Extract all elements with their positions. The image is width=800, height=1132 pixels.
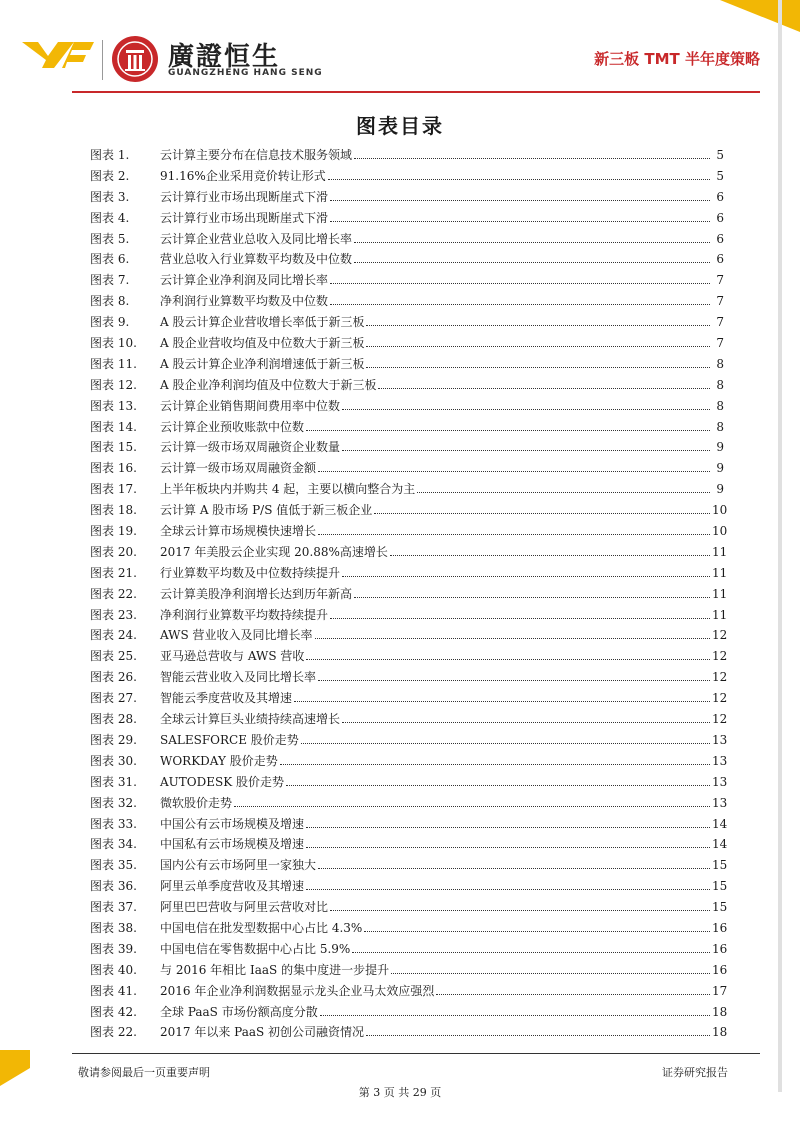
toc-entry-title: 微软股价走势 (160, 795, 233, 810)
toc-entry-page: 17 (712, 983, 728, 998)
toc-entry-number: 图表 34. (90, 837, 137, 852)
toc-entry-page: 13 (712, 795, 728, 810)
toc-entry-page: 9 (716, 461, 724, 476)
toc-entry-number: 图表 36. (90, 879, 137, 894)
toc-leader-dots (354, 597, 710, 598)
toc-entry-title: 云计算主要分布在信息技术服务领域 (160, 148, 353, 162)
toc-entry-number: 图表 20. (90, 544, 137, 559)
toc-entry-page: 10 (712, 524, 728, 539)
toc-entry[interactable] (90, 543, 728, 564)
toc-entry-title: 中国电信在零售数据中心占比 5.9% (160, 941, 351, 956)
toc-entry-title: 云计算行业市场出现断崖式下滑 (160, 189, 329, 204)
toc-entry[interactable] (90, 292, 724, 313)
toc-entry-number: 图表 40. (90, 962, 137, 977)
toc-entry-page: 15 (712, 900, 728, 915)
toc-entry[interactable] (90, 585, 728, 606)
toc-entry-title: 净利润行业算数平均数持续提升 (160, 607, 329, 622)
toc-leader-dots (364, 931, 710, 932)
toc-entry-page: 7 (716, 336, 724, 351)
toc-leader-dots (320, 1015, 710, 1016)
toc-entry[interactable] (90, 459, 724, 480)
toc-entry-page: 15 (712, 858, 728, 873)
toc-entry-page: 11 (712, 565, 728, 580)
toc-entry[interactable] (90, 501, 728, 522)
toc-entry[interactable] (90, 982, 728, 1003)
toc-entry[interactable] (90, 438, 724, 459)
toc-entry-number: 图表 13. (90, 398, 137, 413)
toc-entry-number: 图表 4. (90, 210, 130, 225)
toc-leader-dots (306, 827, 710, 828)
toc-entry[interactable] (90, 418, 724, 439)
toc-entry-page: 13 (712, 774, 728, 789)
toc-entry-page: 13 (712, 753, 728, 768)
toc-entry-number: 图表 17. (90, 482, 137, 497)
page-header (20, 30, 760, 88)
toc-entry[interactable] (90, 773, 728, 794)
toc-entry-number: 图表 21. (90, 565, 137, 580)
toc-entry-title: 2016 年企业净利润数据显示龙头企业马太效应强烈 (160, 983, 435, 998)
toc-entry-title: 亚马逊总营收与 AWS 营收 (160, 649, 305, 664)
toc-entry[interactable] (90, 522, 728, 543)
toc-leader-dots (330, 221, 710, 222)
page-edge-rule (778, 0, 782, 1092)
toc-entry-page: 14 (712, 816, 728, 831)
toc-entry-page: 12 (712, 670, 728, 685)
toc-entry[interactable] (90, 710, 728, 731)
toc-entry-title: 云计算企业销售期间费用率中位数 (160, 398, 341, 413)
toc-entry[interactable] (90, 668, 728, 689)
toc-leader-dots (330, 304, 710, 305)
toc-entry-title: 云计算行业市场出现断崖式下滑 (160, 210, 329, 225)
toc-entry-title: 全球云计算巨头业绩持续高速增长 (160, 712, 341, 727)
toc-leader-dots (294, 701, 710, 702)
toc-leader-dots (318, 868, 710, 869)
toc-entry-title: 2017 年美股云企业实现 20.88%高速增长 (160, 544, 388, 559)
toc-entry-title: A 股云计算企业营收增长率低于新三板 (160, 315, 365, 330)
toc-entry-page: 12 (712, 712, 728, 727)
toc-entry-page: 14 (712, 837, 728, 852)
toc-entry-title: 行业算数平均数及中位数持续提升 (160, 565, 341, 580)
toc-entry-title: 阿里巴巴营收与阿里云营收对比 (160, 900, 329, 915)
toc-entry-number: 图表 16. (90, 461, 137, 476)
toc-entry-number: 图表 39. (90, 941, 137, 956)
page-title: 图表目录 (356, 114, 444, 138)
toc-entry-number: 图表 24. (90, 628, 137, 643)
toc-entry-number: 图表 37. (90, 900, 137, 915)
toc-entry-number: 图表 9. (90, 315, 130, 330)
toc-leader-dots (328, 179, 710, 180)
toc-entry-title: 2017 年以来 PaaS 初创公司融资情况 (160, 1025, 365, 1040)
toc-entry-page: 12 (712, 649, 728, 664)
toc-entry-title: A 股企业营收均值及中位数大于新三板 (160, 336, 365, 351)
toc-leader-dots (330, 618, 710, 619)
toc-entry[interactable] (90, 940, 728, 961)
toc-entry-page: 11 (712, 607, 728, 622)
toc-entry-number: 图表 25. (90, 649, 137, 664)
toc-entry[interactable] (90, 1023, 728, 1044)
toc-entry[interactable] (90, 731, 728, 752)
toc-entry-number: 图表 1. (90, 148, 130, 162)
toc-entry-page: 16 (712, 941, 728, 956)
toc-entry-number: 图表 7. (90, 273, 130, 288)
toc-entry-page: 18 (712, 1025, 728, 1040)
toc-entry-title: SALESFORCE 股价走势 (160, 732, 299, 747)
toc-entry[interactable] (90, 877, 728, 898)
toc-entry[interactable] (90, 856, 728, 877)
toc-entry-page: 8 (716, 398, 724, 413)
toc-entry[interactable] (90, 271, 724, 292)
footer-report-type: 证券研究报告 (662, 1066, 728, 1079)
toc-leader-dots (374, 513, 710, 514)
toc-entry-title: 91.16%企业采用竞价转让形式 (160, 168, 326, 183)
toc-entry[interactable] (90, 480, 724, 501)
toc-leader-dots (306, 847, 710, 848)
toc-entry-page: 11 (712, 586, 728, 601)
toc-entry[interactable] (90, 397, 724, 418)
toc-leader-dots (315, 638, 710, 639)
toc-entry-page: 8 (716, 377, 724, 392)
toc-leader-dots (318, 680, 710, 681)
toc-entry[interactable] (90, 564, 728, 585)
toc-entry[interactable] (90, 146, 724, 167)
toc-entry-page: 6 (716, 252, 724, 267)
toc-entry-page: 15 (712, 879, 728, 894)
brand-name-cn: 廣證恒生 (168, 42, 281, 72)
toc-entry-page: 6 (716, 210, 724, 225)
toc-entry-title: AUTODESK 股价走势 (160, 774, 285, 789)
toc-entry-title: 云计算美股净利润增长达到历年新高 (160, 586, 353, 601)
toc-leader-dots (318, 471, 710, 472)
toc-entry[interactable] (90, 626, 728, 647)
toc-entry-number: 图表 5. (90, 231, 130, 246)
toc-entry-page: 11 (712, 544, 728, 559)
toc-leader-dots (330, 283, 710, 284)
toc-entry-number: 图表 28. (90, 712, 137, 727)
toc-entry-number: 图表 12. (90, 377, 137, 392)
toc-entry-title: WORKDAY 股价走势 (160, 753, 278, 768)
toc-entry-page: 7 (716, 315, 724, 330)
toc-entry-number: 图表 31. (90, 774, 137, 789)
toc-leader-dots (354, 158, 710, 159)
toc-entry-number: 图表 42. (90, 1004, 137, 1019)
toc-entry-page: 7 (716, 294, 724, 309)
toc-leader-dots (342, 409, 710, 410)
toc-entry-title: 中国私有云市场规模及增速 (160, 837, 305, 852)
toc-entry-number: 图表 6. (90, 252, 130, 267)
report-tag: 新三板 TMT 半年度策略 (594, 50, 760, 68)
toc-leader-dots (417, 492, 710, 493)
footer-disclaimer: 敬请参阅最后一页重要声明 (78, 1066, 210, 1079)
toc-entry-page: 12 (712, 628, 728, 643)
toc-entry[interactable] (90, 355, 724, 376)
toc-entry[interactable] (90, 752, 728, 773)
toc-entry[interactable] (90, 188, 724, 209)
toc-leader-dots (342, 576, 710, 577)
toc-entry-page: 6 (716, 231, 724, 246)
toc-entry-page: 16 (712, 962, 728, 977)
toc-entry-number: 图表 30. (90, 753, 137, 768)
toc-entry-title: 云计算企业净利润及同比增长率 (160, 273, 329, 288)
toc-entry[interactable] (90, 230, 724, 251)
toc-entry[interactable] (90, 898, 728, 919)
toc-leader-dots (330, 910, 710, 911)
toc-entry-number: 图表 22. (90, 586, 137, 601)
toc-entry-title: 智能云季度营收及其增速 (160, 691, 293, 706)
toc-entry-number: 图表 29. (90, 732, 137, 747)
toc-entry-title: 中国公有云市场规模及增速 (160, 816, 305, 831)
toc-entry-title: 中国电信在批发型数据中心占比 4.3% (160, 920, 363, 935)
toc-leader-dots (366, 1035, 710, 1036)
toc-entry[interactable] (90, 209, 724, 230)
toc-leader-dots (391, 973, 710, 974)
corner-decoration-bottom (0, 1050, 30, 1086)
seal-logo-icon (112, 36, 158, 82)
toc-entry[interactable] (90, 815, 728, 836)
toc-entry-number: 图表 33. (90, 816, 137, 831)
toc-entry-page: 10 (712, 503, 728, 518)
toc-entry[interactable] (90, 376, 724, 397)
footer-page-number: 第 3 页 共 29 页 (358, 1086, 442, 1099)
toc-entry-title: 云计算一级市场双周融资企业数量 (160, 440, 341, 455)
toc-entry-page: 9 (716, 440, 724, 455)
toc-leader-dots (354, 242, 710, 243)
toc-entry[interactable] (90, 961, 728, 982)
toc-leader-dots (378, 388, 710, 389)
toc-entry-title: 全球 PaaS 市场份额高度分散 (160, 1004, 318, 1019)
toc-entry-page: 8 (716, 419, 724, 434)
toc-entry-page: 13 (712, 732, 728, 747)
toc-entry-number: 图表 14. (90, 419, 137, 434)
toc-entry[interactable] (90, 647, 728, 668)
toc-leader-dots (318, 534, 710, 535)
header-rule (72, 91, 760, 93)
toc-entry-title: 智能云营业收入及同比增长率 (160, 670, 317, 685)
toc-leader-dots (352, 952, 710, 953)
toc-entry-number: 图表 15. (90, 440, 137, 455)
toc-entry-title: 云计算企业营业总收入及同比增长率 (160, 231, 353, 246)
toc-entry[interactable] (90, 334, 724, 355)
toc-entry-title: 净利润行业算数平均数及中位数 (160, 294, 329, 309)
toc-entry-title: 云计算 A 股市场 P/S 值低于新三板企业 (160, 503, 373, 518)
toc-leader-dots (280, 764, 710, 765)
toc-entry-page: 8 (716, 356, 724, 371)
toc-entry-page: 16 (712, 920, 728, 935)
corner-decoration (720, 0, 800, 32)
footer-rule (72, 1053, 760, 1054)
toc-entry[interactable] (90, 167, 724, 188)
toc-entry-page: 7 (716, 273, 724, 288)
toc-entry[interactable] (90, 606, 728, 627)
logo-divider (102, 40, 103, 80)
ye-logo-icon (22, 38, 94, 78)
toc-entry-title: 云计算一级市场双周融资金额 (160, 461, 317, 476)
toc-entry-title: 云计算企业预收账款中位数 (160, 419, 305, 434)
toc-leader-dots (354, 262, 710, 263)
toc-entry-title: 阿里云单季度营收及其增速 (160, 879, 305, 894)
toc-entry-title: 上半年板块内并购共 4 起，主要以横向整合为主 (160, 482, 416, 497)
toc-entry-number: 图表 3. (90, 189, 130, 204)
toc-entry-number: 图表 22. (90, 1025, 137, 1040)
toc-entry-title: 全球云计算市场规模快速增长 (160, 524, 317, 539)
toc-entry-title: A 股企业净利润均值及中位数大于新三板 (160, 377, 377, 392)
toc-entry-number: 图表 27. (90, 691, 137, 706)
toc-entry[interactable] (90, 919, 728, 940)
toc-leader-dots (366, 346, 710, 347)
toc-entry-number: 图表 23. (90, 607, 137, 622)
toc-entry-number: 图表 41. (90, 983, 137, 998)
toc-entry-number: 图表 2. (90, 168, 130, 183)
toc-entry-number: 图表 11. (90, 356, 137, 371)
brand-name-en: GUANGZHENG HANG SENG (168, 68, 323, 78)
toc-entry-number: 图表 19. (90, 524, 137, 539)
toc-leader-dots (342, 722, 710, 723)
toc-leader-dots (436, 994, 710, 995)
toc-leader-dots (301, 743, 710, 744)
toc-entry-page: 9 (716, 482, 724, 497)
toc-entry-page: 5 (716, 148, 724, 162)
toc-entry[interactable] (90, 689, 728, 710)
toc-entry-page: 5 (716, 168, 724, 183)
toc-entry[interactable] (90, 835, 728, 856)
toc-entry-number: 图表 32. (90, 795, 137, 810)
toc-entry-title: 与 2016 年相比 IaaS 的集中度进一步提升 (160, 962, 390, 977)
toc-entry-title: 营业总收入行业算数平均数及中位数 (160, 252, 353, 267)
toc-entry-number: 图表 8. (90, 294, 130, 309)
toc-entry-number: 图表 38. (90, 920, 137, 935)
toc-leader-dots (366, 325, 710, 326)
toc-entry[interactable] (90, 1003, 728, 1024)
toc-entry[interactable] (90, 313, 724, 334)
toc-leader-dots (306, 659, 710, 660)
toc-entry-page: 12 (712, 691, 728, 706)
toc-leader-dots (306, 889, 710, 890)
toc-leader-dots (306, 430, 710, 431)
toc-entry-number: 图表 35. (90, 858, 137, 873)
toc-leader-dots (366, 367, 710, 368)
toc-entry-number: 图表 26. (90, 670, 137, 685)
toc-leader-dots (342, 450, 710, 451)
toc-leader-dots (234, 806, 710, 807)
toc-entry-page: 18 (712, 1004, 728, 1019)
toc-leader-dots (286, 785, 710, 786)
toc-leader-dots (330, 200, 710, 201)
toc-entry-number: 图表 18. (90, 503, 137, 518)
toc-leader-dots (390, 555, 710, 556)
table-of-figures (90, 146, 728, 1044)
toc-entry-page: 6 (716, 189, 724, 204)
toc-entry-title: 国内公有云市场阿里一家独大 (160, 858, 317, 873)
toc-entry-number: 图表 10. (90, 336, 137, 351)
toc-entry-title: AWS 营业收入及同比增长率 (160, 628, 313, 643)
toc-entry[interactable] (90, 250, 724, 271)
toc-entry-title: A 股云计算企业净利润增速低于新三板 (160, 356, 365, 371)
toc-entry[interactable] (90, 794, 728, 815)
